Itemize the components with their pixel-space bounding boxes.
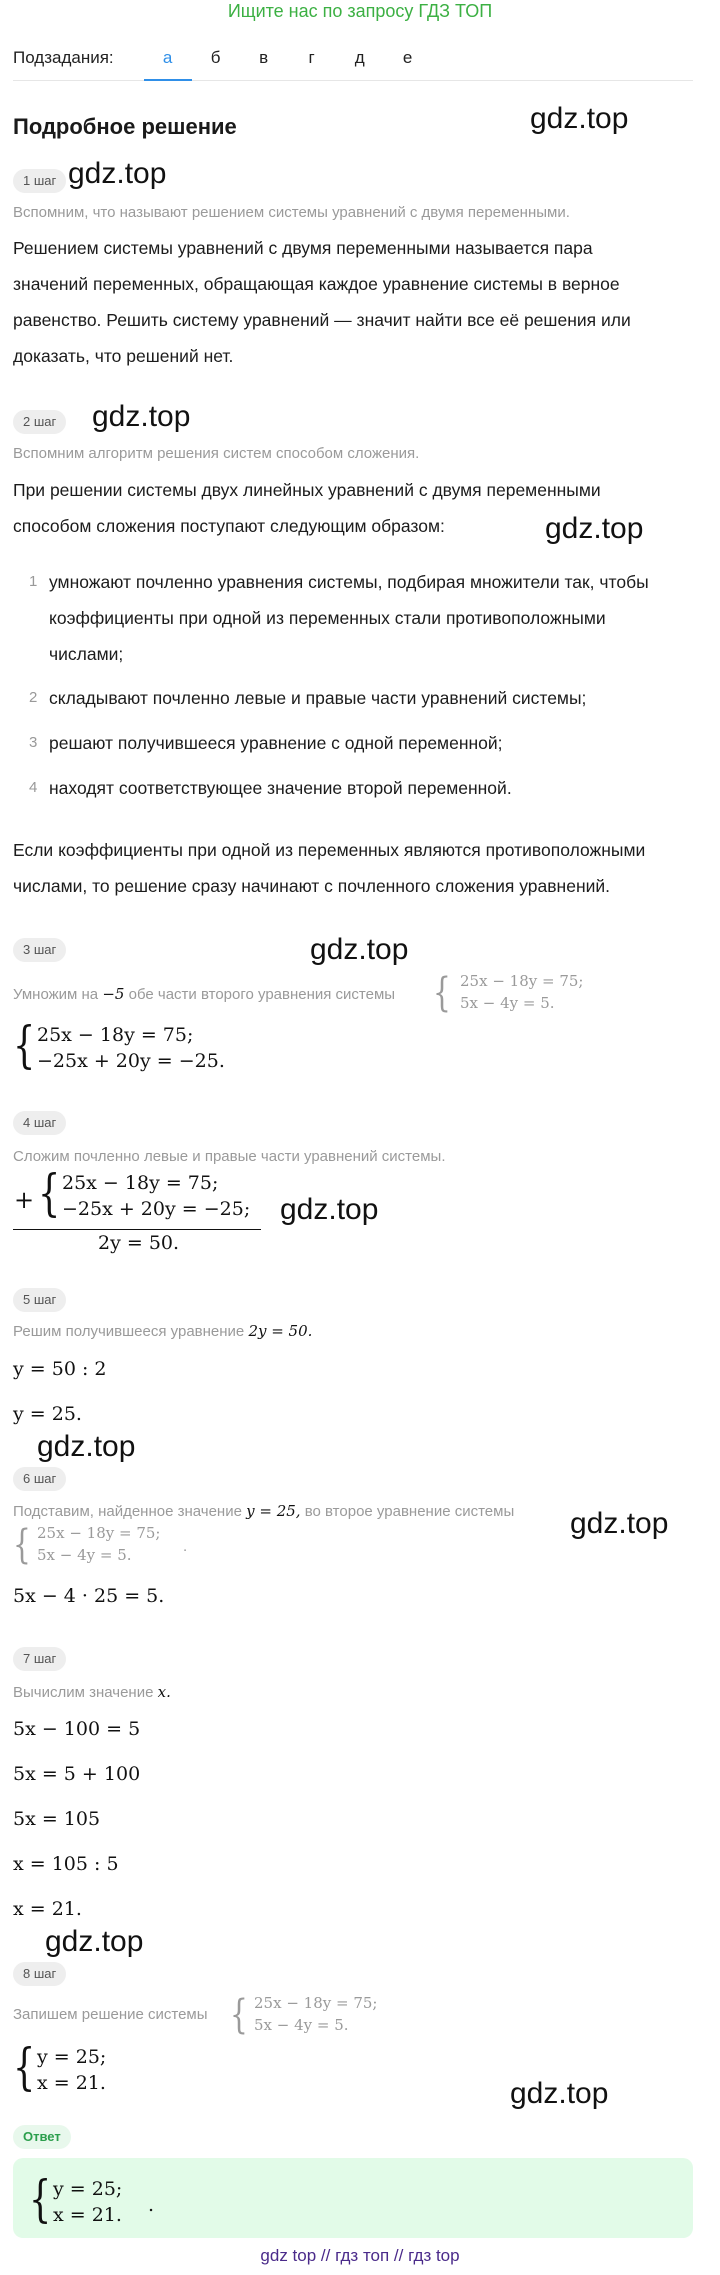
text-line: доказать, что решений нет. bbox=[13, 346, 234, 366]
watermark: gdz.top bbox=[68, 157, 167, 190]
hint-math: y = 25, bbox=[246, 1502, 301, 1520]
system bbox=[13, 2038, 213, 2106]
tab-e[interactable]: е bbox=[402, 48, 413, 67]
text-line: умножают почленно уравнения системы, подбирая множители так, чтобы bbox=[49, 572, 649, 592]
tab-d[interactable]: д bbox=[354, 48, 365, 67]
text-line: равенство. Решить систему уравнений — значит найти все её решения или bbox=[13, 310, 631, 330]
text-line: складывают почленно левые и правые части уравнений системы; bbox=[49, 688, 587, 708]
text-line: числами; bbox=[49, 644, 124, 664]
tab-a[interactable]: а bbox=[144, 46, 192, 81]
step-7-badge: 7 шаг bbox=[13, 1647, 66, 1671]
page-title: Подробное решение bbox=[13, 114, 237, 139]
system bbox=[29, 2170, 229, 2238]
text-line: способом сложения поступают следующим образом: bbox=[13, 516, 445, 536]
equation: x = 21. bbox=[37, 2072, 106, 2094]
brace-icon: { bbox=[38, 1164, 61, 1222]
step-2-hint: Вспомним алгоритм решения систем способом сложения. bbox=[13, 445, 420, 462]
sum-line bbox=[13, 1229, 261, 1230]
hint-math: 2y = 50. bbox=[248, 1322, 313, 1340]
watermark: gdz.top bbox=[45, 1925, 144, 1958]
equation: 25x − 18y = 75; bbox=[37, 1524, 161, 1542]
equation: 5x − 100 = 5 bbox=[13, 1718, 141, 1740]
text-line: При решении системы двух линейных уравнений с двумя переменными bbox=[13, 480, 601, 500]
hint-dot: . bbox=[183, 1538, 188, 1555]
step-5-hint bbox=[13, 1322, 312, 1340]
answer-badge: Ответ bbox=[13, 2125, 71, 2149]
brace-icon: { bbox=[13, 2038, 36, 2096]
text-line: значений переменных, обращающая каждое уравнение системы в верное bbox=[13, 274, 620, 294]
text-line: числами, то решение сразу начинают с почленного сложения уравнений. bbox=[13, 876, 611, 896]
system-hint bbox=[433, 972, 633, 1018]
hint-math: −5 bbox=[102, 985, 125, 1003]
list-item-number: 2 bbox=[29, 689, 38, 706]
equation: 5x = 105 bbox=[13, 1808, 101, 1830]
step-5-badge: 5 шаг bbox=[13, 1288, 66, 1312]
answer-box bbox=[13, 2158, 693, 2238]
brace-icon: { bbox=[433, 970, 451, 1016]
hint-text: обе части второго уравнения системы bbox=[128, 986, 396, 1003]
list-item-number: 3 bbox=[29, 734, 38, 751]
tab-v[interactable]: в bbox=[259, 48, 269, 67]
brace-icon: { bbox=[13, 1522, 31, 1568]
step-1-badge: 1 шаг bbox=[13, 169, 66, 193]
step-3-hint bbox=[13, 985, 395, 1003]
equation: 25x − 18y = 75; bbox=[62, 1172, 219, 1194]
equation: 5x − 4 · 25 = 5. bbox=[13, 1585, 165, 1607]
equation: −25x + 20y = −25. bbox=[37, 1050, 225, 1072]
watermark: gdz.top bbox=[280, 1193, 379, 1226]
system bbox=[13, 1016, 313, 1084]
brace-icon: { bbox=[29, 2170, 52, 2228]
equation: x = 21. bbox=[13, 1898, 82, 1920]
text-line: Если коэффициенты при одной из переменных являются противоположными bbox=[13, 840, 646, 860]
watermark: gdz.top bbox=[570, 1507, 669, 1540]
equation: 25x − 18y = 75; bbox=[460, 972, 584, 990]
search-banner: Ищите нас по запросу ГДЗ ТОП bbox=[227, 1, 493, 21]
plus-sign: + bbox=[14, 1186, 35, 1214]
step-7-hint bbox=[13, 1683, 171, 1701]
equation: −25x + 20y = −25; bbox=[62, 1198, 251, 1220]
watermark: gdz.top bbox=[530, 102, 629, 135]
step-2-badge: 2 шаг bbox=[13, 410, 66, 434]
text-line: решают получившееся уравнение с одной переменной; bbox=[49, 733, 503, 753]
equation: x = 21. bbox=[53, 2204, 122, 2226]
hint-text: Вычислим значение bbox=[13, 1684, 154, 1701]
list-item bbox=[13, 564, 693, 674]
text-line: коэффициенты при одной из переменных стали противоположными bbox=[49, 608, 606, 628]
step-8-badge: 8 шаг bbox=[13, 1962, 66, 1986]
step-4-hint: Сложим почленно левые и правые части уравнений системы. bbox=[13, 1148, 446, 1165]
hint-text: Решим получившееся уравнение bbox=[13, 1323, 245, 1340]
equation: y = 25. bbox=[13, 1403, 82, 1425]
step-8-hint: Запишем решение системы bbox=[13, 2006, 208, 2023]
tab-g[interactable]: г bbox=[308, 48, 315, 67]
subtasks-label: Подзадания: bbox=[13, 48, 114, 67]
step-1-text bbox=[13, 230, 688, 374]
system bbox=[38, 1164, 278, 1228]
equation: y = 25; bbox=[53, 2178, 123, 2200]
watermark: gdz.top bbox=[545, 512, 644, 545]
tab-b[interactable]: б bbox=[210, 48, 221, 67]
equation: 25x − 18y = 75; bbox=[37, 1024, 194, 1046]
brace-icon: { bbox=[13, 1016, 36, 1074]
list-item-number: 1 bbox=[29, 573, 38, 590]
equation: 5x − 4y = 5. bbox=[254, 2016, 349, 2034]
step-4-badge: 4 шаг bbox=[13, 1111, 66, 1135]
equation: 25x − 18y = 75; bbox=[254, 1994, 378, 2012]
equation: y = 25; bbox=[37, 2046, 107, 2068]
list-item-number: 4 bbox=[29, 779, 38, 796]
equation: 5x − 4y = 5. bbox=[460, 994, 555, 1012]
watermark: gdz.top bbox=[510, 2077, 609, 2110]
step-3-badge: 3 шаг bbox=[13, 938, 66, 962]
text-line: находят соответствующее значение второй переменной. bbox=[49, 778, 512, 798]
step-1-hint: Вспомним, что называют решением системы уравнений с двумя переменными. bbox=[13, 204, 570, 221]
text-line: Решением системы уравнений с двумя переменными называется пара bbox=[13, 238, 593, 258]
system-hint bbox=[230, 1994, 430, 2040]
watermark: gdz.top bbox=[92, 400, 191, 433]
equation: x = 105 : 5 bbox=[13, 1853, 119, 1875]
equation: 5x = 5 + 100 bbox=[13, 1763, 141, 1785]
step-2-outro bbox=[13, 832, 688, 904]
brace-icon: { bbox=[230, 1992, 248, 2038]
watermark: gdz.top bbox=[310, 933, 409, 966]
footer-links[interactable]: gdz top // гдз топ // гдз top bbox=[260, 2246, 460, 2265]
step-6-hint bbox=[13, 1502, 514, 1520]
equation: y = 50 : 2 bbox=[13, 1358, 107, 1380]
hint-text: во второе уравнение системы bbox=[304, 1503, 515, 1520]
sum-result: 2y = 50. bbox=[98, 1232, 180, 1254]
subtasks-bar bbox=[13, 46, 693, 81]
answer-dot: . bbox=[148, 2194, 155, 2216]
equation: 5x − 4y = 5. bbox=[37, 1546, 132, 1564]
hint-text: Подставим, найденное значение bbox=[13, 1503, 242, 1520]
watermark: gdz.top bbox=[37, 1430, 136, 1463]
hint-text: Умножим на bbox=[13, 986, 99, 1003]
step-6-badge: 6 шаг bbox=[13, 1467, 66, 1491]
hint-math: x. bbox=[157, 1683, 171, 1701]
